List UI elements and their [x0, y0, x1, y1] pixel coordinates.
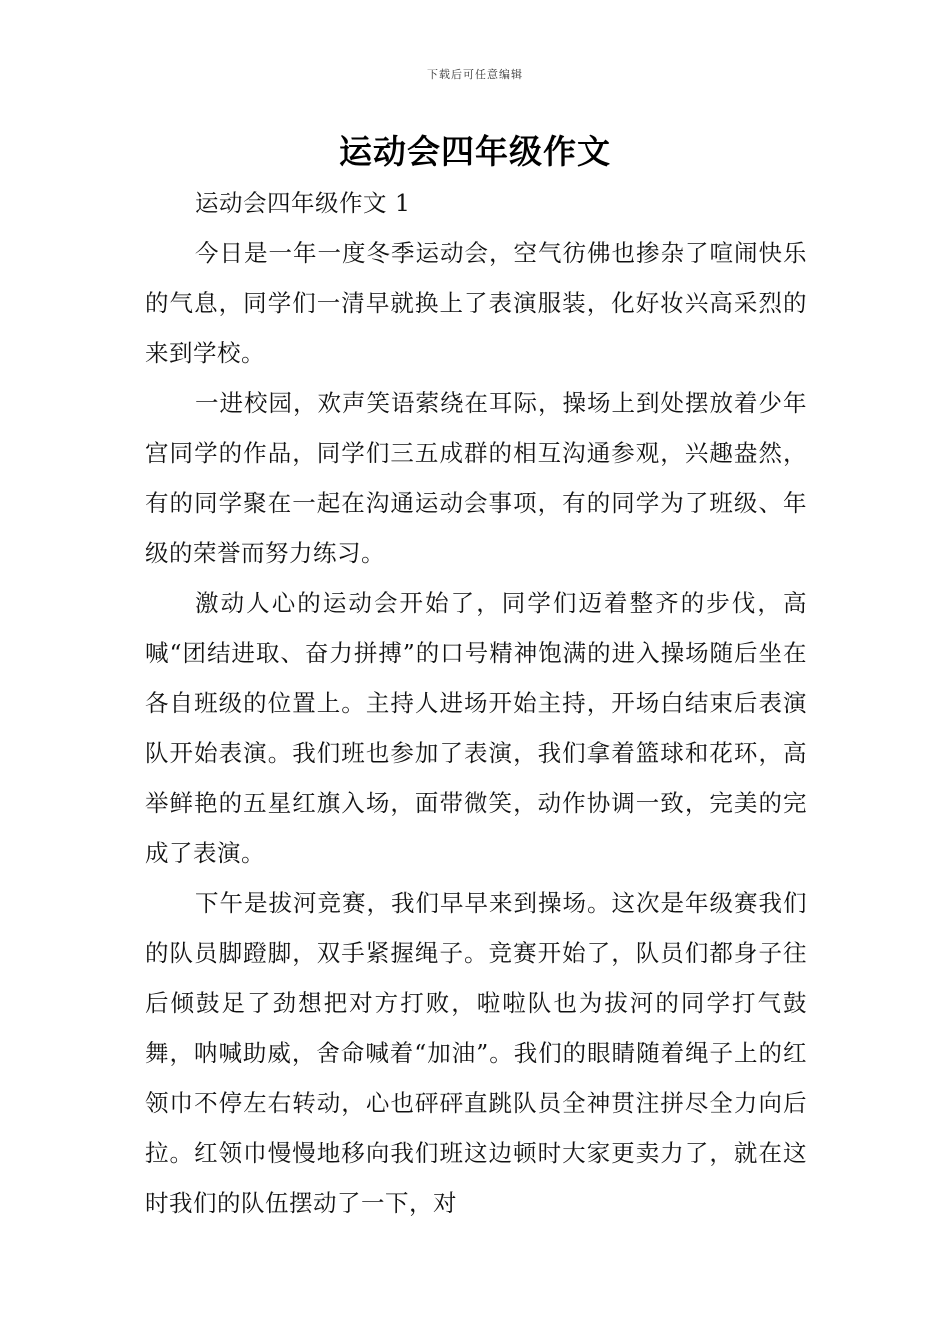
- paragraph: 一进校园，欢声笑语萦绕在耳际，操场上到处摆放着少年宫同学的作品，同学们三五成群的相互沟通参观，兴趣盎然，有的同学聚在一起在沟通运动会事项，有的同学为了班级、年级的荣誉而努力练习。: [145, 389, 807, 567]
- paragraph: 激动人心的运动会开始了，同学们迈着整齐的步伐，高喊“团结进取、奋力拼搏”的口号精神饱满的进入操场随后坐在各自班级的位置上。主持人进场开始主持，开场白结束后表演队开始表演。我们班也参加了表演，我们拿着篮球和花环，高举鲜艳的五星红旗入场，面带微笑，动作协调一致，完美的完成了表演。: [145, 589, 807, 867]
- document-title: 运动会四年级作文: [339, 132, 611, 171]
- paragraph: 下午是拔河竞赛，我们早早来到操场。这次是年级赛我们的队员脚蹬脚，双手紧握绳子。竞赛开始了，队员们都身子往后倾鼓足了劲想把对方打败，啦啦队也为拔河的同学打气鼓舞，呐喊助威，舍命喊着“加油”。我们的眼睛随着绳子上的红领巾不停左右转动，心也砰砰直跳队员全神贯注拼尽全力向后拉。红领巾慢慢地移向我们班这边顿时大家更卖力了，就在这时我们的队伍摆动了一下，对: [145, 889, 807, 1217]
- section-subtitle: 运动会四年级作文 1: [195, 189, 411, 217]
- paragraph: 今日是一年一度冬季运动会，空气彷佛也掺杂了喧闹快乐的气息，同学们一清早就换上了表演服装，化好妆兴高采烈的来到学校。: [145, 239, 807, 367]
- header-note: 下载后可任意编辑: [427, 68, 523, 81]
- document-body: [145, 178, 807, 1228]
